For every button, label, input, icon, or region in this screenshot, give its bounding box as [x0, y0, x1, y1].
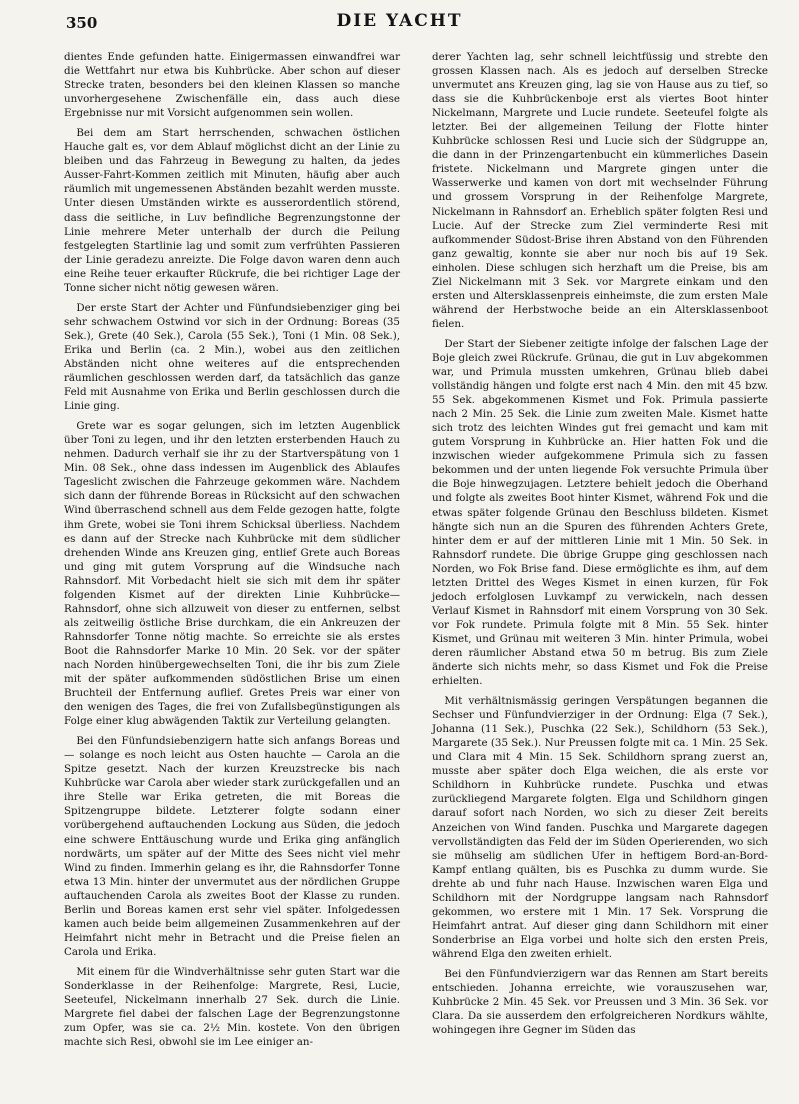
paragraph: Grete war es sogar gelungen, sich im letzten Augenblick über Toni zu legen, und ihr den letzten ersterbenden Hauch zu nehmen. Dadurch verhalf sie ihr zu der Startverspätung von 1 Min. 08 Sek., ohne dass indessen im Augenblick des Ablaufes Tageslicht zwischen die Fahrzeuge gekommen wäre. Nachdem sich dann der führende Boreas in Rücksicht auf den schwachen Wind überraschend schnell aus dem Felde gezogen hatte, folgte ihm Grete, wobei sie Toni ihrem Schicksal überliess. Nachdem es dann auf der Strecke nach Kuhbrücke mit dem südlicher drehenden Winde ans Kreuzen ging, entlief Grete auch Boreas und ging mit gutem Vorsprung auf die Windsuche nach Rahnsdorf. Mit Vorbedacht hielt sie sich mit dem ihr später folgenden Kismet auf der direkten Linie Kuhbrücke—Rahnsdorf, ohne sich allzuweit von dieser zu entfernen, selbst als zeitweilig östliche Brise durchkam, die ein Ankreuzen der Rahnsdorfer Tonne nötig machte. So erreichte sie als erstes Boot die Rahnsdorfer Marke 10 Min. 20 Sek. vor der später nach Norden hinübergewechselten Toni, die ihr bis zum Ziele mit der später aufkommenden südöstlichen Brise um einen Bruchteil der Entfernung auflief. Gretes Preis war einer von den wenigen des Tages, die frei von Zufallsbegünstigungen als Folge einer klug abwägenden Taktik zur Verteilung gelangten.: [64, 420, 400, 728]
paragraph: Bei den Fünfundsiebenzigern hatte sich anfangs Boreas und — solange es noch leicht aus Osten hauchte — Carola an die Spitze gesetzt. Nach der kurzen Kreuzstrecke bis nach Kuhbrücke war Carola aber wieder stark zurückgefallen und an ihre Stelle war Erika getreten, die mit Boreas die Spitzengruppe bildete. Letzterer folgte sodann einer vorübergehend auftauchenden Lockung aus Süden, die jedoch eine schwere Enttäuschung wurde und Erika ging anfänglich nordwärts, um später auf der Mitte des Sees nicht viel mehr Wind zu finden. Immerhin gelang es ihr, die Rahnsdorfer Tonne etwa 13 Min. hinter der unvermutet aus der nördlichen Gruppe auftauchenden Carola als zweites Boot der Klasse zu runden. Berlin und Boreas kamen erst sehr viel später. Infolgedessen kamen auch beide beim allgemeinen Zusammenkehren auf der Heimfahrt nicht mehr in Betracht und die Preise fielen an Carola und Erika.: [64, 735, 400, 958]
paragraph: Mit verhältnismässig geringen Verspätungen begannen die Sechser und Fünfundvierziger in der Ordnung: Elga (7 Sek.), Johanna (11 Sek.), Puschka (22 Sek.), Schildhorn (53 Sek.), Margarete (35 Sek.). Nur Preussen folgte mit ca. 1 Min. 25 Sek. und Clara mit 4 Min. 15 Sek. Schildhorn sprang zuerst an, musste aber später doch Elga weichen, die als erste vor Schildhorn in Kuhbrücke rundete. Puschka und etwas zurückliegend Margarete folgten. Elga und Schildhorn gingen darauf sofort nach Norden, wo sich zu dieser Zeit bereits Anzeichen von Wind fanden. Puschka und Margarete dagegen vervollständigten das Feld der im Süden Operierenden, wo sich sie mühselig am südlichen Ufer in heftigem Bord-an-Bord-Kampf entlang quälten, bis es Puschka zu dumm wurde. Sie drehte ab und fuhr nach Hause. Inzwischen waren Elga und Schildhorn mit der Nordgruppe langsam nach Rahnsdorf gekommen, wo erstere mit 1 Min. 17 Sek. Vorsprung die Heimfahrt antrat. Auf dieser ging dann Schildhorn mit einer Sonderbrise an Elga vorbei und holte sich den ersten Preis, während Elga den zweiten erhielt.: [432, 695, 768, 960]
page-number: 350: [66, 14, 98, 32]
column-left: [64, 50, 400, 1055]
paragraph: Mit einem für die Windverhältnisse sehr guten Start war die Sonderklasse in der Reihenfolge: Margrete, Resi, Lucie, Seeteufel, Nickelmann innerhalb 27 Sek. durch die Linie. Margrete fiel dabei der falschen Lage der Begrenzungstonne zum Opfer, was sie ca. 2½ Min. kostete. Von den übrigen machte sich Resi, obwohl sie im Lee einiger an-: [64, 965, 400, 1049]
running-head: DIE YACHT: [336, 11, 463, 31]
paragraph: Der erste Start der Achter und Fünfundsiebenziger ging bei sehr schwachem Ostwind vor sich in der Ordnung: Boreas (35 Sek.), Grete (40 Sek.), Carola (55 Sek.), Toni (1 Min. 08 Sek.), Erika und Berlin (ca. 2 Min.), wobei aus den zeitlichen Abständen nicht ohne weiteres auf die entsprechenden räumlichen geschlossen werden darf, da tatsächlich das ganze Feld mit Ausnahme von Erika und Berlin geschlossen durch die Linie ging.: [64, 301, 400, 413]
paragraph: derer Yachten lag, sehr schnell leichtfüssig und strebte den grossen Klassen nach. Als es jedoch auf derselben Strecke unvermutet ans Kreuzen ging, lag sie von Hause aus zu tief, so dass sie die Kuhbrückenboje erst als viertes Boot hinter Nickelmann, Margrete und Lucie rundete. Seeteufel folgte als letzter. Bei der allgemeinen Teilung der Flotte hinter Kuhbrücke schlossen Resi und Lucie sich der Südgruppe an, die dann in der Prinzengartenbucht ein kümmerliches Dasein fristete. Nickelmann und Margrete gingen unter die Wasserwerke und kamen von dort mit wechselnder Führung und grossem Vorsprung in der Reihenfolge Margrete, Nickelmann in Rahnsdorf an. Erheblich später folgten Resi und Lucie. Auf der Strecke zum Ziel verminderte Resi mit aufkommender Südost-Brise ihren Abstand von den Führenden ganz gewaltig, konnte sie aber nur noch bis auf 19 Sek. einholen. Diese schlugen sich herzhaft um die Preise, bis am Ziel Nickelmann mit 3 Sek. vor Margrete einkam und den ersten und Altersklassenpreis einheimste, die zum ersten Male während der Herbstwoche beide an ein Altersklassenboot fielen.: [432, 51, 768, 330]
paragraph: Bei dem am Start herrschenden, schwachen östlichen Hauche galt es, vor dem Ablauf möglichst dicht an der Linie zu bleiben und das Fahrzeug in Bewegung zu halten, da jedes Ausser-Fahrt-Kommen zeitlich mit Minuten, häufig aber auch räumlich mit ungemessenen Abständen bezahlt werden musste. Unter diesen Umständen wirkte es ausserordentlich störend, dass die seitliche, in Luv befindliche Begrenzungstonne der Linie mehrere Meter unterhalb der durch die Peilung festgelegten Startlinie lag und somit zum verfrühten Passieren der Linie geradezu anreizte. Die Folge davon waren denn auch eine Reihe teuer erkaufter Rückrufe, die bei richtiger Lage der Tonne sicher nicht nötig gewesen wären.: [64, 127, 400, 294]
paragraph: Bei den Fünfundvierzigern war das Rennen am Start bereits entschieden. Johanna erreichte, wie vorauszusehen war, Kuhbrücke 2 Min. 45 Sek. vor Preussen und 3 Min. 36 Sek. vor Clara. Da sie ausserdem den erfolgreicheren Nordkurs wählte, wohingegen ihre Gegner im Süden das: [432, 968, 768, 1037]
column-right: [432, 50, 768, 1043]
paragraph: dientes Ende gefunden hatte. Einigermassen einwandfrei war die Wettfahrt nur etwa bis Kuhbrücke. Aber schon auf dieser Strecke traten, besonders bei den kleinen Klassen so manche unvorhergesehene Zwischenfälle ein, dass auch diese Ergebnisse nur mit Vorsicht aufgenommen sein wollen.: [64, 51, 400, 120]
paragraph: Der Start der Siebener zeitigte infolge der falschen Lage der Boje gleich zwei Rückrufe. Grünau, die gut in Luv abgekommen war, und Primula mussten umkehren, Grünau blieb dabei vollständig hängen und folgte erst nach 4 Min. den mit 45 bzw. 55 Sek. abgekommenen Kismet und Fok. Primula passierte nach 2 Min. 25 Sek. die Linie zum zweiten Male. Kismet hatte sich trotz des leichten Windes gut frei gemacht und kam mit gutem Vorsprung in Kuhbrücke an. Hier hatten Fok und die inzwischen wieder aufgekommene Primula sich zu fassen bekommen und der unten liegende Fok versuchte Primula über die Boje hinwegzujagen. Letztere behielt jedoch die Oberhand und folgte als zweites Boot hinter Kismet, während Fok und die etwas später folgende Grünau den Beschluss bildeten. Kismet hängte sich nun an die Spuren des führenden Achters Grete, hinter dem er auf der mittleren Linie mit 1 Min. 50 Sek. in Rahnsdorf rundete. Die übrige Gruppe ging geschlossen nach Norden, wo Fok Brise fand. Diese ermöglichte es ihm, auf dem letzten Drittel des Weges Kismet in einen kurzen, für Fok jedoch erfolglosen Luvkampf zu verwickeln, nach dessen Verlauf Kismet in Rahnsdorf mit einem Vorsprung von 30 Sek. vor Fok rundete. Primula folgte mit 8 Min. 55 Sek. hinter Kismet, und Grünau mit weiteren 3 Min. hinter Primula, wobei deren räumlicher Abstand etwa 50 m betrug. Bis zum Ziele änderte sich nichts mehr, so dass Kismet und Fok die Preise erhielten.: [432, 337, 768, 688]
